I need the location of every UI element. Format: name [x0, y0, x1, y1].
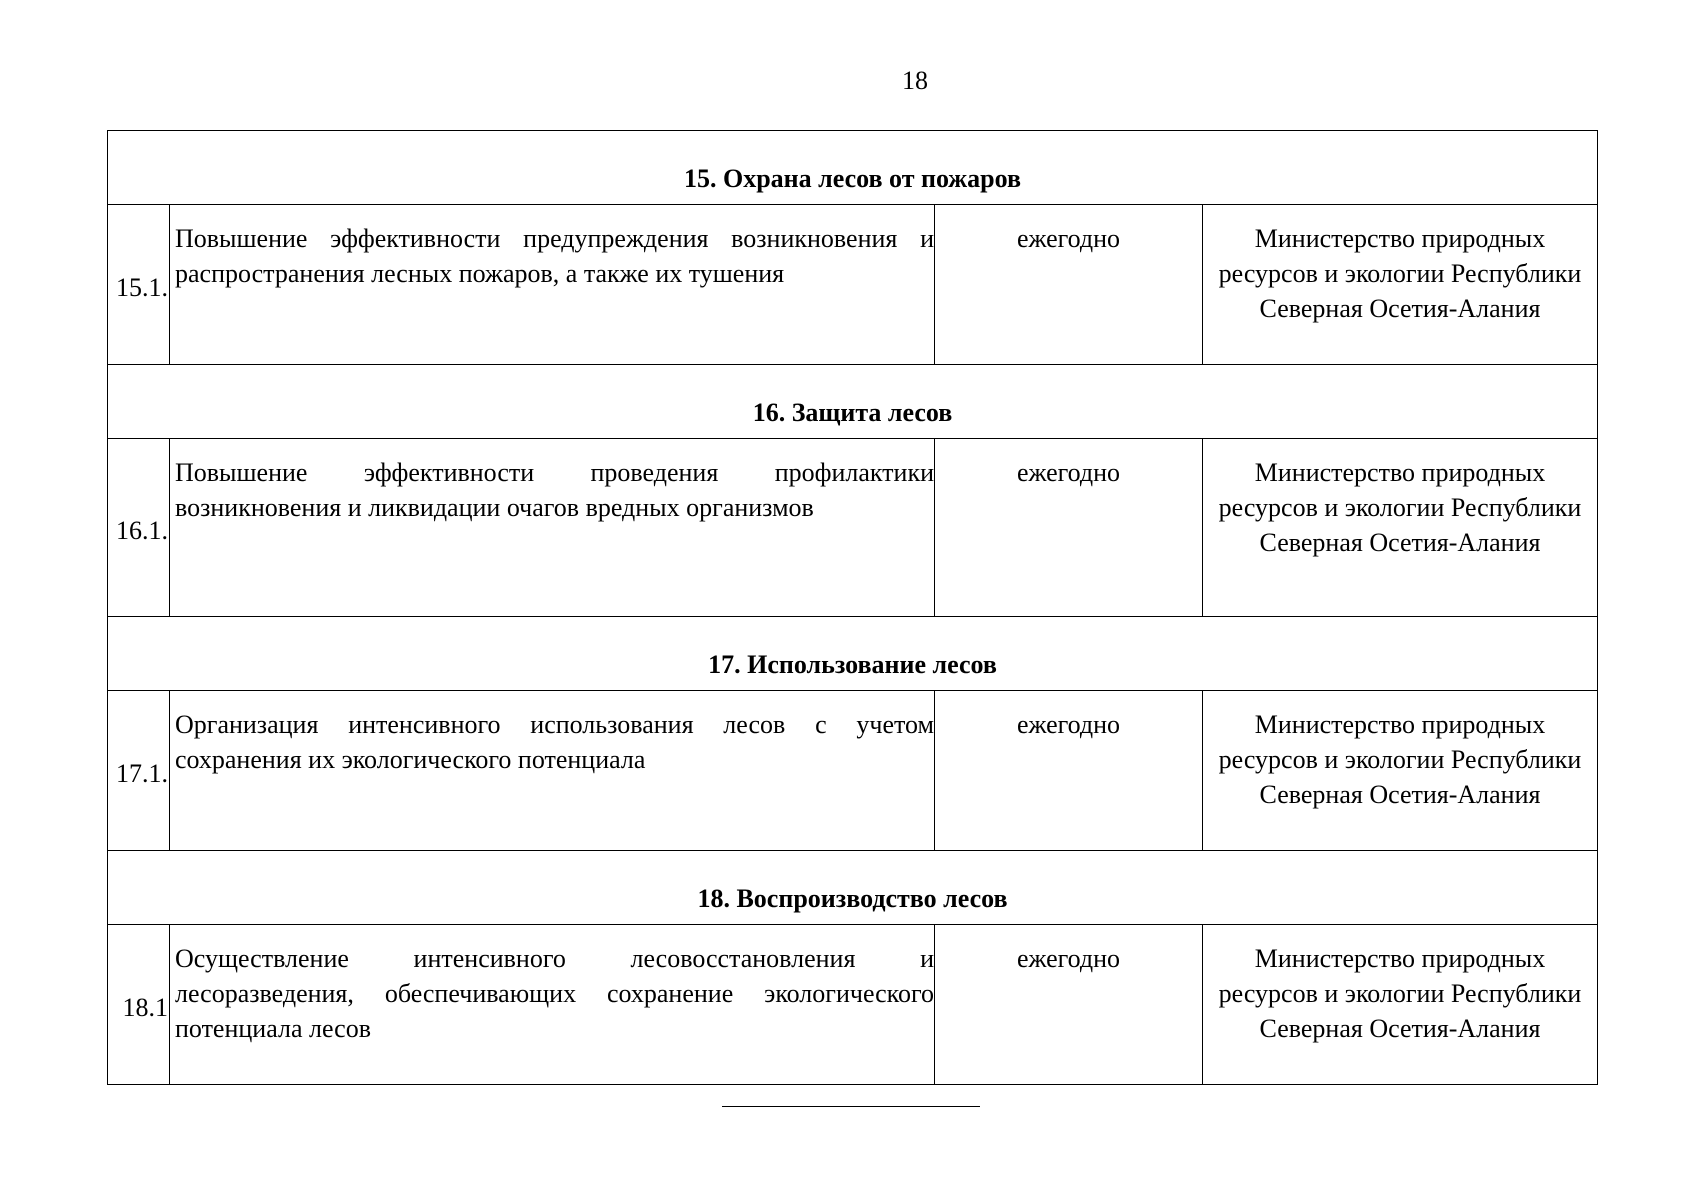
item-frequency: ежегодно — [935, 691, 1203, 851]
section-header-row — [108, 617, 1598, 691]
item-description: Повышение эффективности проведения профилактики возникновения и ликвидации очагов вредных организмов — [170, 439, 935, 617]
table-row — [108, 439, 1598, 617]
section-title: 16. Защита лесов — [108, 365, 1598, 439]
table-row — [108, 205, 1598, 365]
section-header-row — [108, 365, 1598, 439]
item-description: Повышение эффективности предупреждения возникновения и распространения лесных пожаров, а также их тушения — [170, 205, 935, 365]
item-number: 17.1. — [108, 691, 170, 851]
section-title: 18. Воспроизводство лесов — [108, 851, 1598, 925]
section-title: 15. Охрана лесов от пожаров — [108, 131, 1598, 205]
item-description: Организация интенсивного использования лесов с учетом сохранения их экологического потенциала — [170, 691, 935, 851]
item-frequency: ежегодно — [935, 205, 1203, 365]
measures-table — [107, 130, 1598, 1085]
section-header-row — [108, 131, 1598, 205]
item-responsible: Министерство природных ресурсов и экологии Республики Северная Осетия-Алания — [1203, 691, 1598, 851]
item-frequency: ежегодно — [935, 925, 1203, 1085]
table-row — [108, 925, 1598, 1085]
item-responsible: Министерство природных ресурсов и экологии Республики Северная Осетия-Алания — [1203, 205, 1598, 365]
page-number: 18 — [902, 66, 928, 95]
section-title: 17. Использование лесов — [108, 617, 1598, 691]
item-responsible: Министерство природных ресурсов и экологии Республики Северная Осетия-Алания — [1203, 925, 1598, 1085]
item-frequency: ежегодно — [935, 439, 1203, 617]
item-number: 15.1. — [108, 205, 170, 365]
table-row — [108, 691, 1598, 851]
item-description: Осуществление интенсивного лесовосстановления и лесоразведения, обеспечивающих сохранение экологического потенциала лесов — [170, 925, 935, 1085]
item-number: 16.1. — [108, 439, 170, 617]
item-number: 18.1 — [108, 925, 170, 1085]
section-header-row — [108, 851, 1598, 925]
item-responsible: Министерство природных ресурсов и экологии Республики Северная Осетия-Алания — [1203, 439, 1598, 617]
end-of-document-rule — [722, 1106, 980, 1107]
